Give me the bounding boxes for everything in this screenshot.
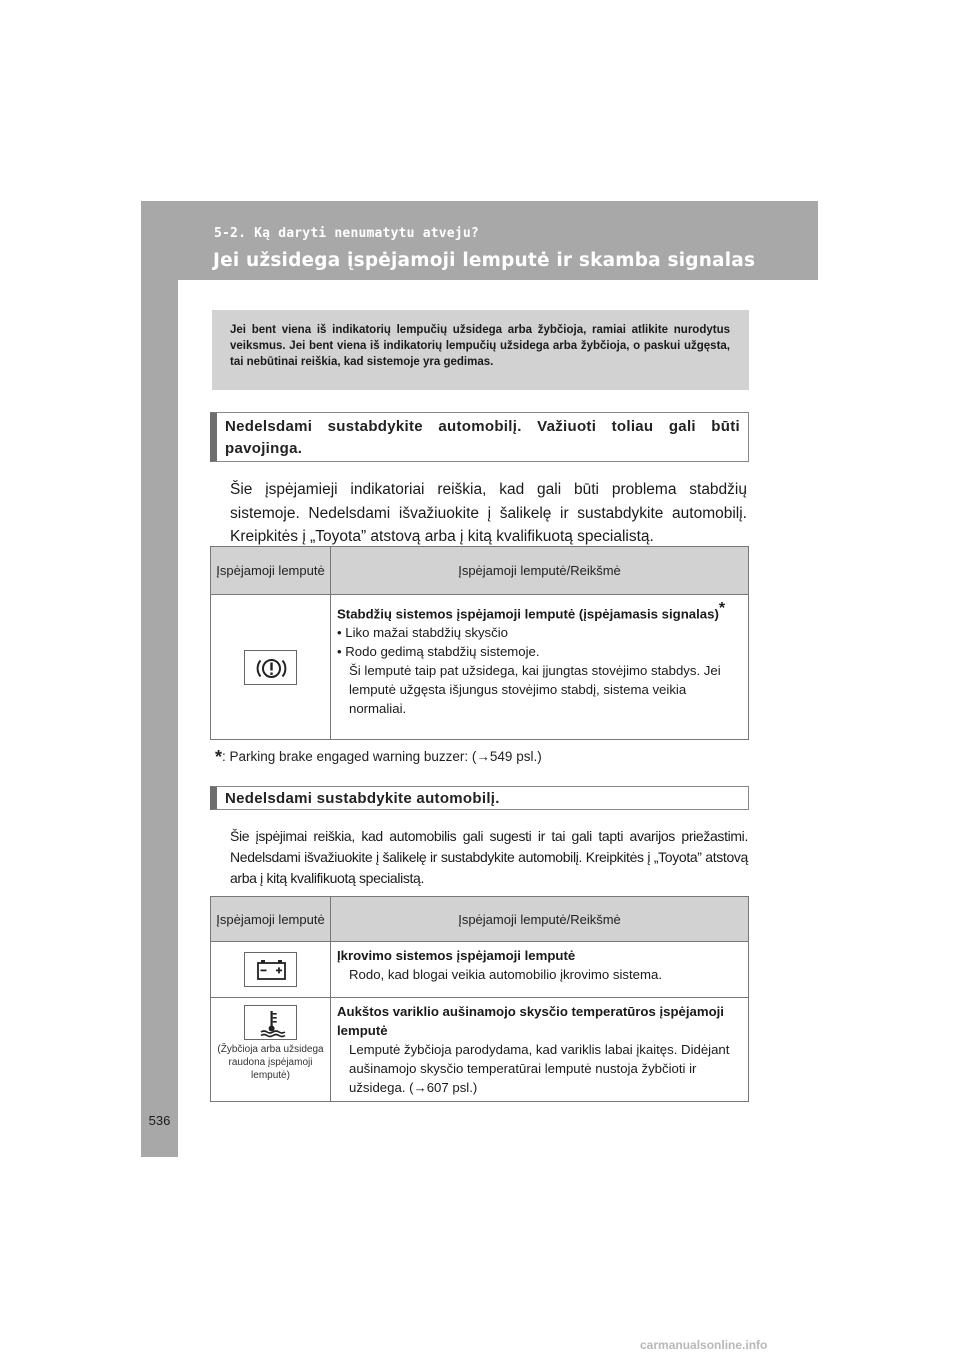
coolant-row-title: Aukštos variklio aušinamojo skysčio temperatūros įspėjamoji lemputė	[337, 1004, 724, 1038]
table-row	[211, 998, 749, 1102]
coolant-row-desc: Lemputė žybčioja parodydama, kad variklis labai įkaitęs. Didėjant aušinamojo skysčio temperatūrai lemputė nustoja žybčioti ir užsidega. (→607 psl.)	[349, 1042, 730, 1095]
coolant-temperature-icon	[244, 1005, 297, 1040]
page-title: Jei užsidega įspėjamoji lemputė ir skamba signalas	[213, 250, 756, 271]
watermark: carmanualsonline.info	[640, 1338, 768, 1352]
warning-paragraph: Šie įspėjimai reiškia, kad automobilis gali sugesti ir tai gali tapti avarijos priežastimi. Nedelsdami išvažiuokite į šalikelę ir sustabdykite automobilį. Kreipkitės į „Toyota” atstovą arba į kitą kvalifikuotą specialistą.	[230, 828, 748, 886]
table-row	[211, 595, 749, 740]
brake-bullet-2: • Rodo gedimą stabdžių sistemoje.	[337, 644, 540, 660]
brake-row-title: Stabdžių sistemos įspėjamoji lemputė (įspėjamasis signalas)	[337, 606, 719, 622]
page-number: 536	[148, 1113, 171, 1128]
heading-stop: Nedelsdami sustabdykite automobilį.	[210, 786, 749, 810]
footnote: *: Parking brake engaged warning buzzer: (→549 psl.)	[215, 747, 542, 767]
brake-bullet-note: Ši lemputė taip pat užsidega, kai įjungtas stovėjimo stabdys. Jei lemputė užgęsta išjungus stovėjimo stabdį, sistema veikia normaliai.	[349, 663, 721, 717]
table-row	[211, 942, 749, 998]
charging-row-desc: Rodo, kad blogai veikia automobilio įkrovimo sistema.	[349, 967, 662, 982]
table-header-light: Įspėjamoji lemputė	[211, 897, 331, 942]
battery-icon	[244, 952, 297, 987]
brake-warning-table	[210, 546, 749, 740]
footnote-marker: *	[718, 600, 726, 617]
side-bar	[141, 280, 178, 1157]
brake-warning-icon	[244, 650, 297, 685]
brake-paragraph: Šie įspėjamieji indikatoriai reiškia, kad gali būti problema stabdžių sistemoje. Nedelsdami išvažiuokite į šalikelę ir sustabdykite automobilį. Kreipkitės į „Toyota” atstovą arba į kitą kvalifikuotą specialistą.	[230, 481, 747, 545]
charging-temp-table	[210, 896, 749, 1102]
table-header-meaning: Įspėjamoji lemputė/Reikšmė	[331, 897, 749, 942]
section-label: 5-2. Ką daryti nenumatytu atveju?	[214, 226, 479, 241]
charging-row-title: Įkrovimo sistemos įspėjamoji lemputė	[337, 948, 576, 963]
table-header-meaning: Įspėjamoji lemputė/Reikšmė	[331, 547, 749, 595]
heading-stop-dangerous: Nedelsdami sustabdykite automobilį. Važiuoti toliau gali būti pavojinga.	[210, 412, 749, 462]
coolant-caption: (Žybčioja arba užsidega raudona įspėjamoji lemputė)	[217, 1044, 324, 1081]
table-header-light: Įspėjamoji lemputė	[211, 547, 331, 595]
brake-bullet-1: • Liko mažai stabdžių skysčio	[337, 625, 508, 641]
intro-box: Jei bent viena iš indikatorių lempučių užsidega arba žybčioja, ramiai atlikite nurodytus veiksmus. Jei bent viena iš indikatorių lempučių užsidega arba žybčioja, o paskui užgęsta, tai nebūtinai reiškia, kad sistemoje yra gedimas.	[212, 310, 749, 390]
